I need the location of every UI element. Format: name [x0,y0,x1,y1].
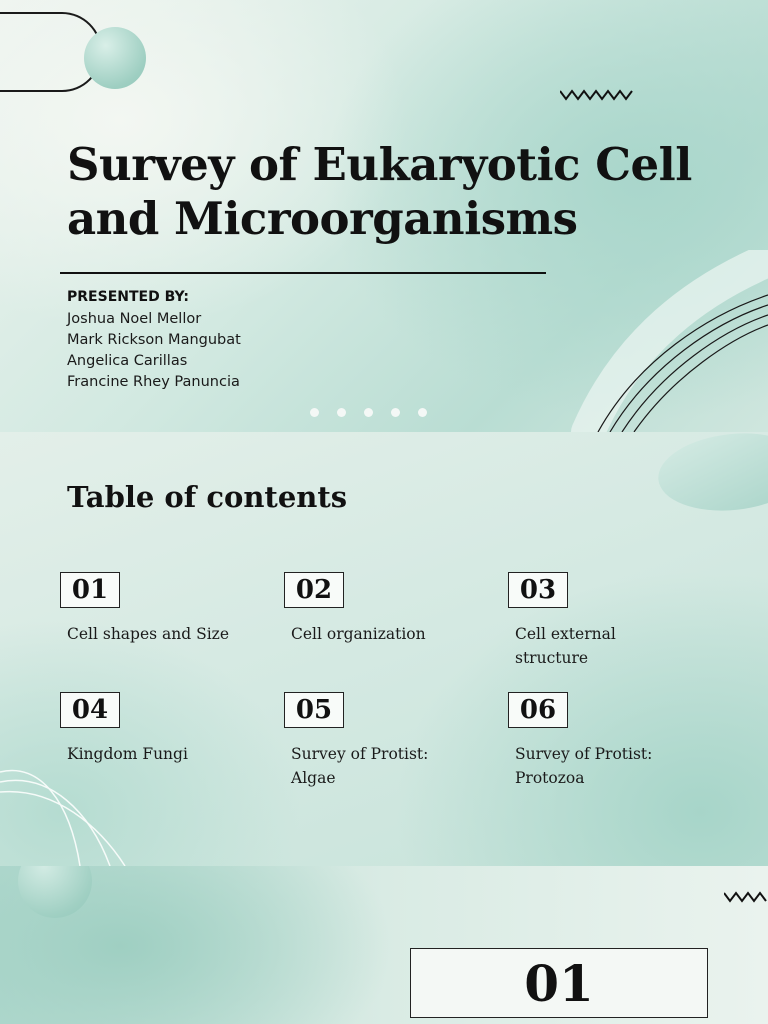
toc-item [60,572,260,646]
toc-item [508,572,708,670]
sphere-decoration [84,27,146,89]
toc-item [284,572,484,646]
toc-label: Survey of Protist: Protozoa [515,745,653,787]
zigzag-decoration [560,88,636,102]
toc-number: 02 [284,572,344,608]
section-number: 01 [410,948,708,1018]
toc-label: Survey of Protist: Algae [291,745,429,787]
flowing-lines-decoration [0,752,140,866]
toc-number: 06 [508,692,568,728]
presenter-name: Angelica Carillas [67,353,188,369]
leaf-shape-decoration [654,432,768,518]
dot-row-decoration [310,408,427,417]
zigzag-decoration [724,890,768,904]
dot [337,408,346,417]
toc-label: Cell shapes and Size [67,625,230,643]
cover-slide [0,0,768,432]
title-line-1: Survey of Eukaryotic Cell [67,138,692,191]
presenter-name: Joshua Noel Mellor [67,311,202,327]
section-slide [0,866,768,1024]
dot [391,408,400,417]
toc-item [284,692,484,790]
presenter-name: Francine Rhey Panuncia [67,374,240,390]
toc-number: 03 [508,572,568,608]
toc-number: 05 [284,692,344,728]
presentation-title [67,138,707,246]
title-line-2: and Microorganisms [67,192,578,245]
toc-slide [0,432,768,866]
toc-item [508,692,708,790]
presenter-list [67,309,241,393]
dot [310,408,319,417]
presented-by-label: PRESENTED BY: [67,289,190,305]
title-divider [60,272,546,274]
toc-number: 01 [60,572,120,608]
presenter-name: Mark Rickson Mangubat [67,332,241,348]
dot [364,408,373,417]
dot [418,408,427,417]
toc-label: Cell organization [291,625,426,643]
toc-heading: Table of contents [67,480,348,514]
sphere-decoration [18,866,92,918]
toc-label: Kingdom Fungi [67,745,188,763]
curved-lines-decoration [568,250,768,432]
toc-number: 04 [60,692,120,728]
toc-label: Cell external structure [515,625,616,667]
